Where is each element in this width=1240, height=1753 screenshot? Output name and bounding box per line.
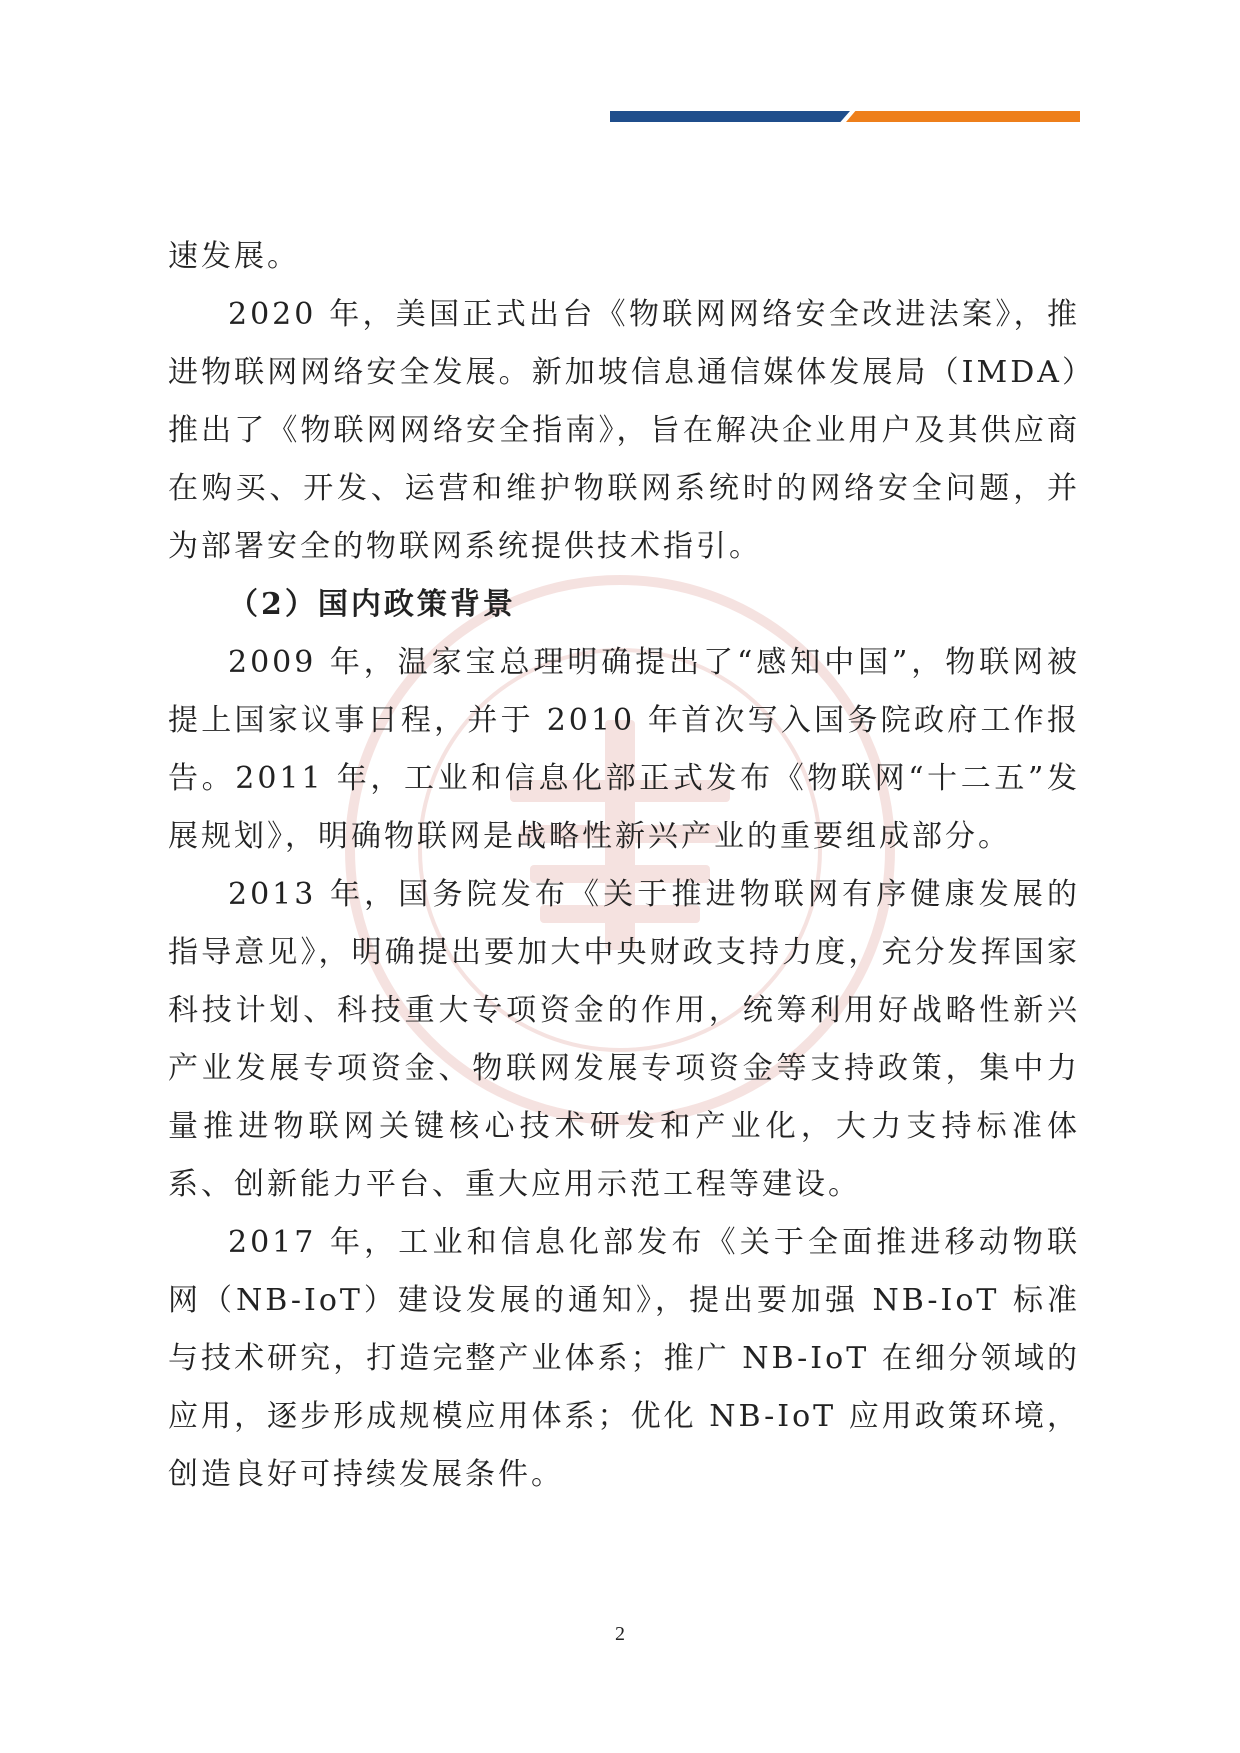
paragraph-us-singapore-policy: 2020 年，美国正式出台《物联网网络安全改进法案》，推进物联网网络安全发展。新加坡信息通信媒体发展局（IMDA）推出了《物联网网络安全指南》，旨在解决企业用户及其供应商在购买、开发、运营和维护物联网系统时的网络安全问题，并为部署安全的物联网系统提供技术指引。	[168, 297, 1080, 564]
document-body	[168, 228, 1080, 1504]
header-bar-orange-segment	[846, 111, 1080, 122]
header-bar-blue-segment	[610, 111, 850, 122]
page-number: 2	[615, 1623, 625, 1645]
paragraph-2017: 2017 年，工业和信息化部发布《关于全面推进移动物联网（NB-IoT）建设发展的通知》，提出要加强 NB-IoT 标准与技术研究，打造完整产业体系；推广 NB-IoT 在细分领域的应用，逐步形成规模应用体系；优化 NB-IoT 应用政策环境，创造良好可持续发展条件。	[168, 1225, 1080, 1492]
paragraph-2009-2011: 2009 年，温家宝总理明确提出了“感知中国”，物联网被提上国家议事日程，并于 2010 年首次写入国务院政府工作报告。2011 年，工业和信息化部正式发布《物联网“十二五”发展规划》，明确物联网是战略性新兴产业的重要组成部分。	[168, 645, 1080, 854]
paragraph-continuation: 速发展。	[168, 239, 300, 274]
section-heading-domestic-policy: （2）国内政策背景	[228, 587, 516, 622]
header-accent-bar	[610, 111, 1080, 122]
paragraph-2013: 2013 年，国务院发布《关于推进物联网有序健康发展的指导意见》，明确提出要加大中央财政支持力度，充分发挥国家科技计划、科技重大专项资金的作用，统筹利用好战略性新兴产业发展专项资金、物联网发展专项资金等支持政策，集中力量推进物联网关键核心技术研发和产业化，大力支持标准体系、创新能力平台、重大应用示范工程等建设。	[168, 877, 1080, 1202]
